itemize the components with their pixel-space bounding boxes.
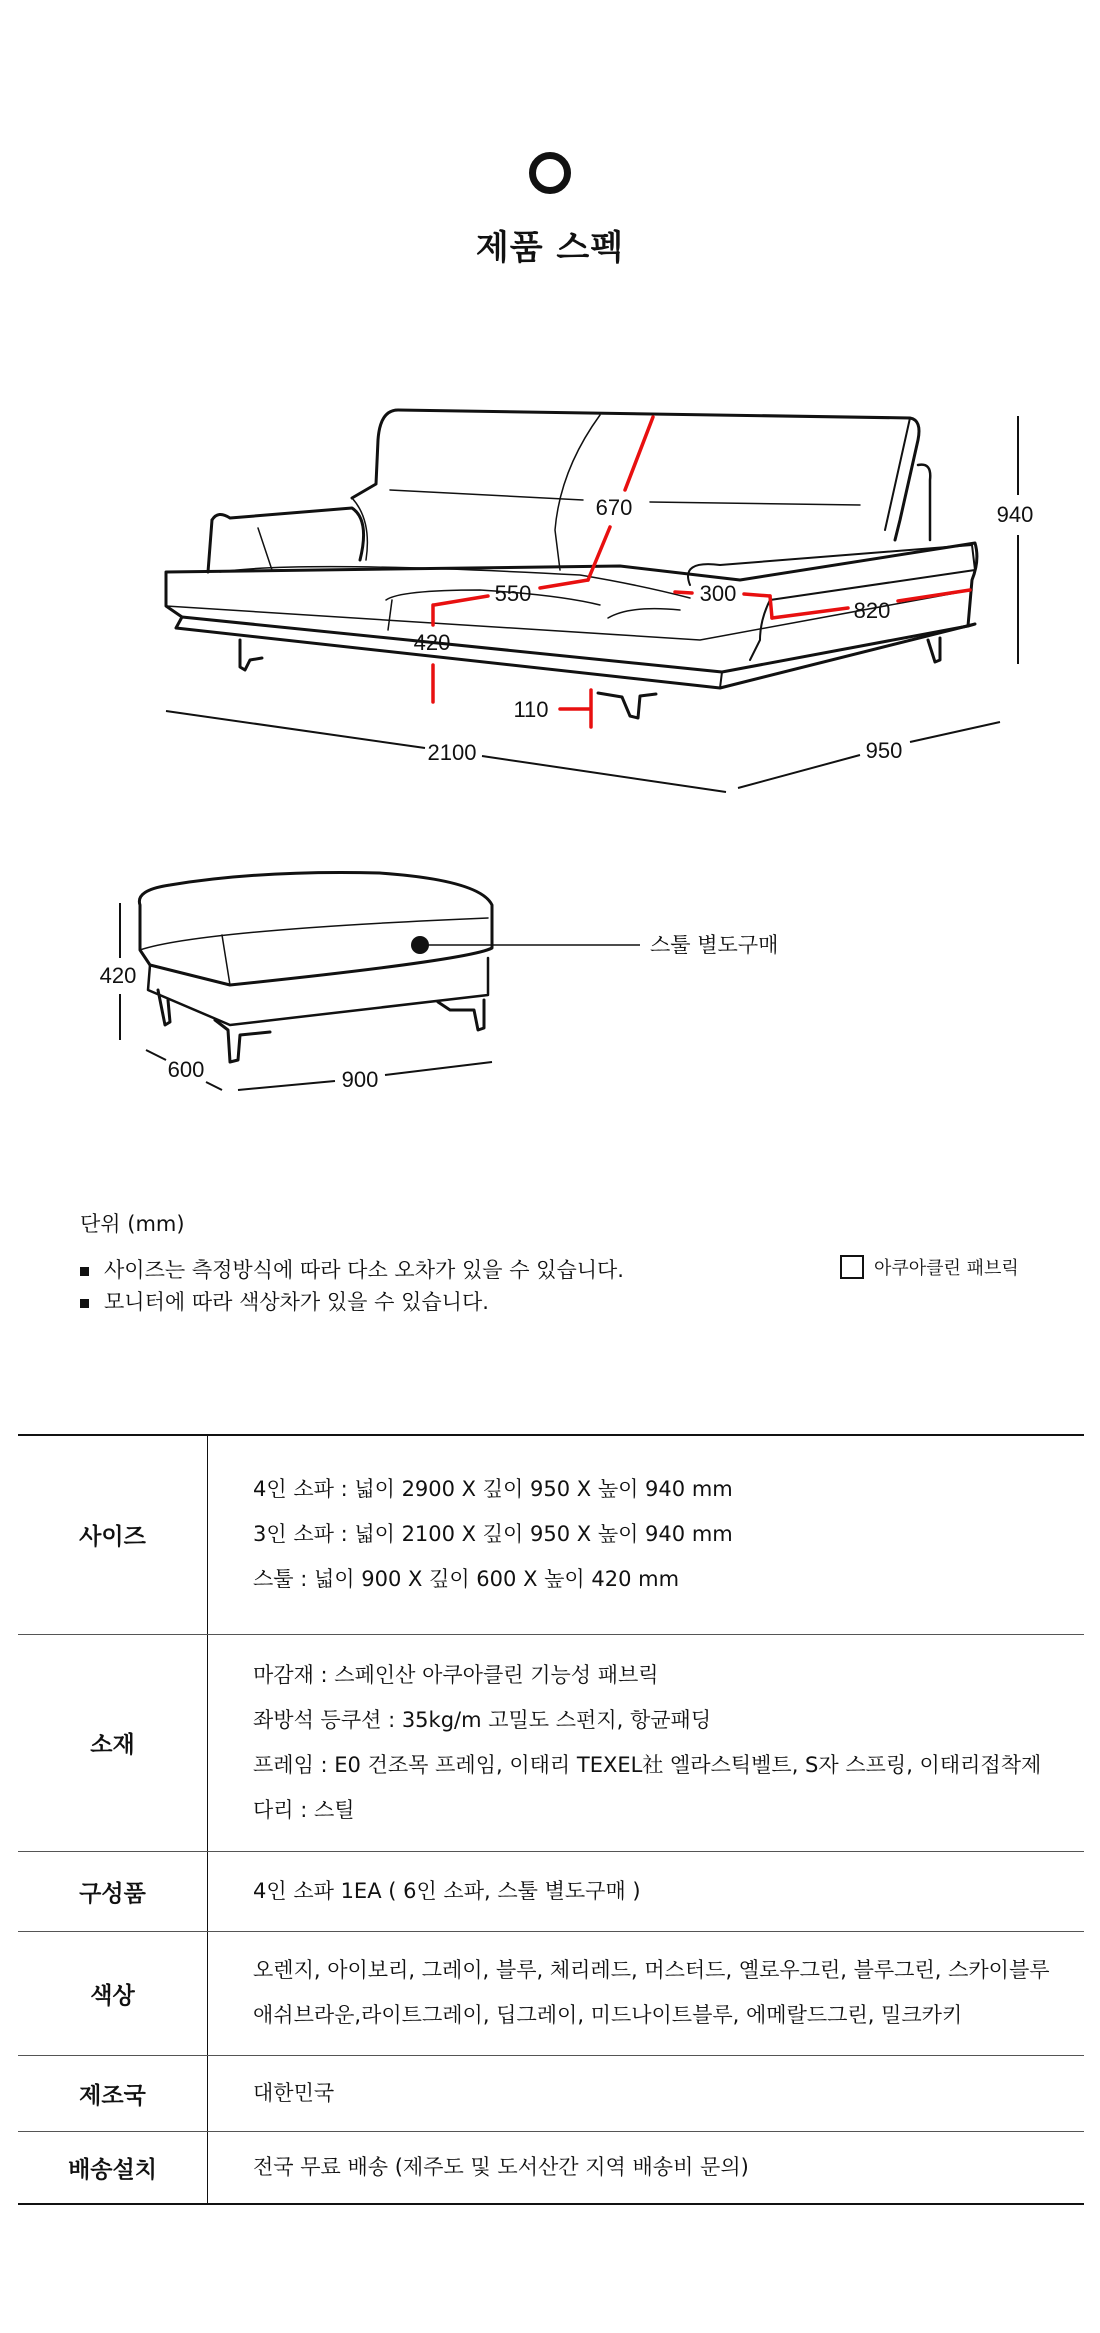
sofa-dimension-drawing [0, 0, 1100, 1120]
spec-key: 배송설치 [18, 2131, 208, 2204]
table-row [18, 1931, 1084, 2055]
note-item: 사이즈는 측정방식에 따라 다소 오차가 있을 수 있습니다. [80, 1254, 624, 1286]
unit-note: 단위 (mm) [80, 1212, 185, 1236]
sofa-left-arm [212, 508, 364, 560]
spec-value [208, 1931, 1085, 2055]
stool-leg [215, 1020, 270, 1062]
spec-line: 4인 소파 1EA ( 6인 소파, 스툴 별도구매 ) [253, 1878, 641, 1903]
table-row [18, 2131, 1084, 2204]
spec-key: 색상 [18, 1931, 208, 2055]
stool-top [139, 873, 492, 986]
spec-key: 구성품 [18, 1851, 208, 1931]
stool-dim-600 [146, 1050, 166, 1060]
spec-line: 다리 : 스틸 [253, 1797, 355, 1822]
dim-line-670 [625, 417, 653, 490]
sofa-backrest [352, 410, 919, 540]
dim-label-2100: 2100 [427, 740, 477, 765]
stool-leg [158, 990, 170, 1025]
note-item: 모니터에 따라 색상차가 있을 수 있습니다. [80, 1286, 624, 1318]
sofa-leg [598, 693, 656, 718]
stool-leg [438, 1000, 484, 1030]
swatch-box [840, 1255, 864, 1279]
spec-line: 애쉬브라운,라이트그레이, 딥그레이, 미드나이트블루, 에메랄드그린, 밀크카키 [253, 2003, 963, 2027]
table-row [18, 1435, 1084, 1634]
spec-key: 제조국 [18, 2055, 208, 2131]
dim-label-950: 950 [865, 738, 903, 763]
stool-dim-label-600: 600 [167, 1057, 205, 1082]
spec-line: 오렌지, 아이보리, 그레이, 블루, 체리레드, 머스터드, 옐로우그린, 블루그린, 스카이블루 [253, 1958, 1050, 1982]
dim-line-950 [738, 755, 860, 788]
sofa-leg [240, 640, 262, 670]
dim-label-940: 940 [996, 502, 1034, 527]
dim-line-300 [675, 592, 692, 593]
stool-dim-label-420: 420 [99, 963, 137, 988]
spec-value [208, 2055, 1085, 2131]
spec-line: 3인 소파 : 넓이 2100 X 깊이 950 X 높이 940 mm [253, 1522, 733, 1547]
spec-line: 전국 무료 배송 (제주도 및 도서산간 지역 배송비 문의) [253, 2154, 749, 2179]
spec-key: 소재 [18, 1634, 208, 1851]
spec-line: 대한민국 [253, 2080, 335, 2105]
sofa-leg [928, 638, 940, 662]
spec-line: 마감재 : 스페인산 아쿠아클린 기능성 패브릭 [253, 1662, 659, 1687]
spec-value [208, 2131, 1085, 2204]
spec-key: 사이즈 [18, 1435, 208, 1634]
dim-label-550: 550 [494, 581, 532, 606]
spec-table [18, 1434, 1084, 2205]
dim-line-550 [434, 596, 488, 605]
page-title: 제품 스펙 [475, 228, 625, 268]
stool-dim-900 [238, 1081, 335, 1090]
dim-line-2100 [166, 711, 425, 748]
dim-label-300: 300 [699, 581, 737, 606]
dim-label-820: 820 [853, 598, 891, 623]
stool-leader-dot [411, 936, 429, 954]
fabric-swatch [840, 1254, 1019, 1280]
spec-value [208, 1435, 1085, 1634]
stool-dim-label-900: 900 [341, 1067, 379, 1092]
dim-label-110: 110 [513, 697, 549, 722]
spec-value [208, 1851, 1085, 1931]
dim-line-820 [772, 608, 848, 618]
spec-value [208, 1634, 1085, 1851]
spec-line: 프레임 : E0 건조목 프레임, 이태리 TEXEL社 엘라스틱벨트, S자 스프링, 이태리접착제 [253, 1752, 1042, 1777]
table-row [18, 1634, 1084, 1851]
stool-base [148, 958, 488, 1025]
dim-label-670: 670 [595, 495, 633, 520]
stool-label: 스툴 별도구매 [650, 933, 779, 957]
spec-line: 좌방석 등쿠션 : 35kg/m 고밀도 스펀지, 항균패딩 [253, 1707, 712, 1732]
table-row [18, 1851, 1084, 1931]
table-row [18, 2055, 1084, 2131]
swatch-label: 아쿠아클린 패브릭 [874, 1258, 1019, 1279]
dim-label-420: 420 [413, 630, 451, 655]
notes [80, 1208, 624, 1318]
spec-line: 4인 소파 : 넓이 2900 X 깊이 950 X 높이 940 mm [253, 1477, 733, 1502]
spec-line: 스툴 : 넓이 900 X 깊이 600 X 높이 420 mm [253, 1567, 680, 1592]
